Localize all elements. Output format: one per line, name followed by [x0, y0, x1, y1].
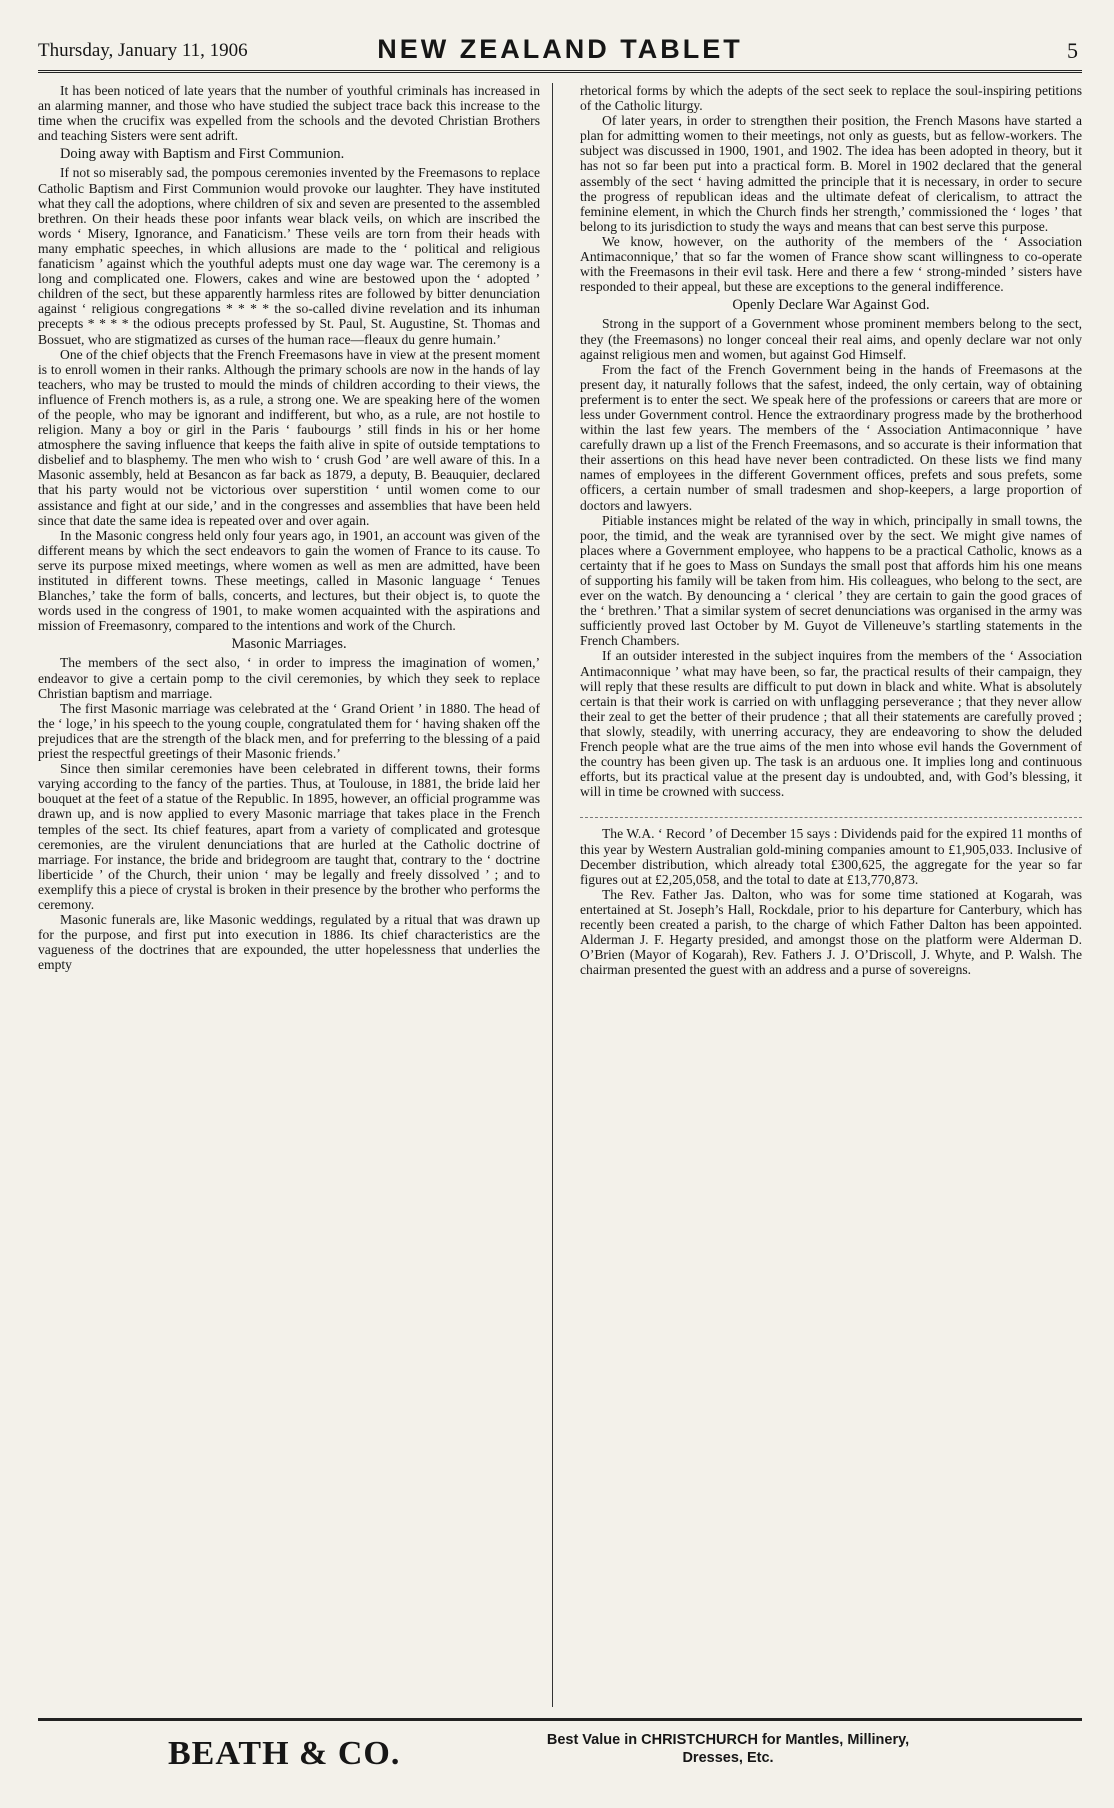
page-number: 5 [1067, 38, 1078, 63]
article-paragraph: If not so miserably sad, the pompous ceremonies invented by the Freemasons to replace Catholic Baptism and First Communion would provoke our laughter. They have instituted what they call the adoptions, where children of six and seven are presented to the assembled brethren. On their heads these poor infants wear black veils, on which are inscribed the words ‘ Misery, Ignorance, and Fanaticism.’ These veils are torn from their heads with many emphatic speeches, in which allusions are made to the ‘ political and religious fanaticism ’ against which the youthful adepts must one day wage war. The ceremony is a long and complicated one. Flowers, cakes and wine are bestowed upon the ‘ adopted ’ children of the sect, but these apparently harmless rites are followed by bitter denunciation against ‘ religious congregations * * * * the so-called divine revelation and its inhuman precepts * * * * the odious precepts professed by St. Paul, St. Augustine, St. Thomas and Bossuet, who are stigmatized as curses of the human race—fleaux du genre humain.’ [38, 165, 540, 347]
article-paragraph: It has been noticed of late years that the number of youthful criminals has increased in an alarming manner, and those who have studied the subject trace back this increase to the time when the crucifix was expelled from the schools and the devoted Christian Brothers and teaching Sisters were sent adrift. [38, 83, 540, 144]
masthead [38, 30, 1082, 73]
left-column [38, 83, 540, 1713]
article-paragraph: The members of the sect also, ‘ in order to impress the imagination of women,’ endeavor to give a certain pomp to the civil ceremonies, by which they seek to replace Christian baptism and marriage. [38, 655, 540, 701]
article-paragraph: We know, however, on the authority of the members of the ‘ Association Antimaconnique,’ that so far the women of France show scant willingness to co-operate with the Freemasons in their evil task. Here and there a few ‘ strong-minded ’ sisters have responded to their appeal, but these are exceptions to the general indifference. [580, 233, 1082, 295]
article-paragraph: From the fact of the French Government being in the hands of Freemasons at the present day, it naturally follows that the safest, indeed, the only certain, way of obtaining preferment is to enter the sect. We speak here of the professions or careers that are more or less under Government control. Hence the extraordinary progress made by the brotherhood within the last few years. The members of the ‘ Association Antimaconnique ’ have carefully drawn up a list of the French Freemasons, and so accurate is their information that their assertions on this head have never been contradicted. On these lists we find many names of employees in the different Government offices, prefets and sous prefets, some officers, a certain number of small tradesmen and shop-keepers, a large proportion of doctors and lawyers. [580, 361, 1082, 513]
ad-line: Dresses, Etc. [682, 1750, 774, 1766]
article-paragraph: rhetorical forms by which the adepts of the sect seek to replace the soul-inspiring petitions of the Catholic liturgy. [580, 83, 1082, 114]
advertisement-text [508, 1731, 948, 1767]
section-heading: Doing away with Baptism and First Communion. [60, 146, 345, 163]
right-column [580, 83, 1082, 1713]
article-columns [38, 83, 1082, 1713]
article-paragraph: Of later years, in order to strengthen their position, the French Masons have started a plan for admitting women to their meetings, not only as guests, but as fellow-workers. The subject was discussed in 1900, 1901, and 1902. The idea has been adopted in theory, but it has not so far been put into a practical form. B. Morel in 1902 declared that the general assembly of the sect ‘ having admitted the principle that it is necessary, in order to secure the progress of republican ideas and the ultimate defeat of clericalism, to attract the feminine element, in which the Church finds her strength,’ commissioned the ‘ loges ’ that belong to its jurisdiction to study the ways and means that can best serve this purpose. [580, 113, 1082, 234]
news-item-paragraph: The W.A. ‘ Record ’ of December 15 says : Dividends paid for the expired 11 months of this year by Western Australian gold-mining companies amount to £1,905,033. Inclusive of December distribution, which already total £300,625, the aggregate for the year so far figures out at £2,205,058, and the total to date at £13,770,873. [580, 826, 1082, 887]
advertisement-footer [38, 1718, 1082, 1793]
article-paragraph: One of the chief objects that the French Freemasons have in view at the present moment is to enroll women in their ranks. Although the primary schools are now in the hands of lay teachers, who may be trusted to mould the minds of children according to their views, the influence of French mothers is, as a rule, a strong one. We are speaking here of the women of the people, who may be ignorant and indifferent, but who, as a rule, are not hostile to religion. Many a boy or girl in the Paris ‘ faubourgs ’ still finds in his or her home atmosphere the saving influence that keeps the faith alive in spite of outside temptations to disbelief and to blasphemy. The men who wish to ‘ crush God ’ are well aware of this. In a Masonic assembly, held at Besancon as far back as 1879, a deputy, B. Beauquier, declared that his party would not be victorious over superstition ‘ until women come to our assistance and fight at our side,’ and in the congresses and assemblies that have been held since that date the same idea is repeated over and over again. [38, 346, 540, 528]
article-paragraph: Strong in the support of a Government whose prominent members belong to the sect, they (the Freemasons) no longer conceal their real aims, and openly declare war not only against religious men and women, but against God Himself. [580, 316, 1082, 362]
article-paragraph: Masonic funerals are, like Masonic weddings, regulated by a ritual that was drawn up for the purpose, and first put into execution in 1886. Its chief characteristics are the vagueness of the doctrines that are expounded, the utter hopelessness that underlies the empty [38, 912, 540, 973]
article-paragraph: In the Masonic congress held only four years ago, in 1901, an account was given of the different means by which the sect endeavors to gain the women of France to its cause. To serve its purpose mixed meetings, where women as well as men are admitted, have been instituted in different towns. These meetings, called in Masonic language ‘ Tenues Blanches,’ take the form of balls, concerts, and lectures, but their object is, to quote the words used in the congress of 1901, to make women acquainted with the aspirations and mission of Freemasonry, compared to the intentions and work of the Church. [38, 527, 540, 634]
article-separator [580, 803, 1082, 818]
section-heading: Masonic Marriages. [231, 636, 347, 653]
column-rule [552, 83, 553, 1707]
article-paragraph: Pitiable instances might be related of the way in which, principally in small towns, the poor, the timid, and the weak are tyrannised over by the sect. We might give names of places where a Government employee, who happens to be a practical Catholic, knows as a certainty that if he goes to Mass on Sundays the small post that affords him his one means of supporting his family will be taken from him. His colleagues, who belong to the sect, are ever on the watch. By denouncing a ‘ clerical ’ they are certain to gain the good graces of the ‘ brethren.’ That a similar system of secret denunciations was organised in the army was sufficiently proved last October by M. Guyot de Villeneuve’s startling statements in the French Chambers. [580, 512, 1082, 649]
news-item-paragraph: The Rev. Father Jas. Dalton, who was for some time stationed at Kogarah, was entertained at St. Joseph’s Hall, Rockdale, prior to his departure for Canterbury, which has recently been created a parish, to the charge of which Father Dalton has been appointed. Alderman J. F. Hegarty presided, and amongst those on the platform were Alderman D. O’Brien (Mayor of Kogarah), Rev. Fathers J. J. O’Driscoll, J. Whyte, and P. Walsh. The chairman presented the guest with an address and a purse of sovereigns. [580, 886, 1082, 978]
ad-line: Best Value in CHRISTCHURCH for Mantles, Millinery, [546, 1732, 910, 1748]
section-heading: Openly Declare War Against God. [732, 297, 930, 314]
article-paragraph: Since then similar ceremonies have been celebrated in different towns, their forms varying according to the fancy of the parties. Thus, at Toulouse, in 1881, the bride laid her bouquet at the feet of a statue of the Republic. In 1895, however, an official programme was drawn up, and is now applied to every Masonic marriage that takes place in the French temples of the sect. Its chief features, apart from a variety of complicated and grotesque ceremonies, are the virulent denunciations that are hurled at the Catholic doctrine of marriage. For instance, the bride and bridegroom are taught that, contrary to the ‘ doctrine liberticide ’ of the Church, their union ‘ may be legally and freely dissolved ’ ; and to exemplify this a piece of crystal is broken in their presence by the brother who performs the ceremony. [38, 761, 540, 912]
issue-date: Thursday, January 11, 1906 [38, 40, 248, 61]
article-paragraph: The first Masonic marriage was celebrated at the ‘ Grand Orient ’ in 1880. The head of the ‘ loge,’ in his speech to the young couple, congratulated them for ‘ having shaken off the prejudices that are the strength of the black men, and for preferring to the blessing of a paid priest the respectful greetings of their Masonic friends.’ [38, 700, 540, 762]
publication-title: NEW ZEALAND TABLET [377, 34, 743, 64]
advertiser-name: BEATH & CO. [168, 1735, 401, 1772]
article-paragraph: If an outsider interested in the subject inquires from the members of the ‘ Association Antimaconnique ’ what may have been, so far, the practical results of their campaign, they will reply that these results are difficult to put down in black and white. What is absolutely certain is that their work is carried on with unflagging perseverance ; that they never allow their zeal to get the better of their prudence ; that all their statements are carefully proved ; that slowly, steadily, with unerring accuracy, they are endeavoring to show the deluded French people what are the true aims of the men into whose evil hands the Government of the country has been given up. The task is an arduous one. It implies long and continuous efforts, but its practical value at the present day is undoubted, and, with God’s blessing, it will in time be crowned with success. [580, 648, 1082, 800]
